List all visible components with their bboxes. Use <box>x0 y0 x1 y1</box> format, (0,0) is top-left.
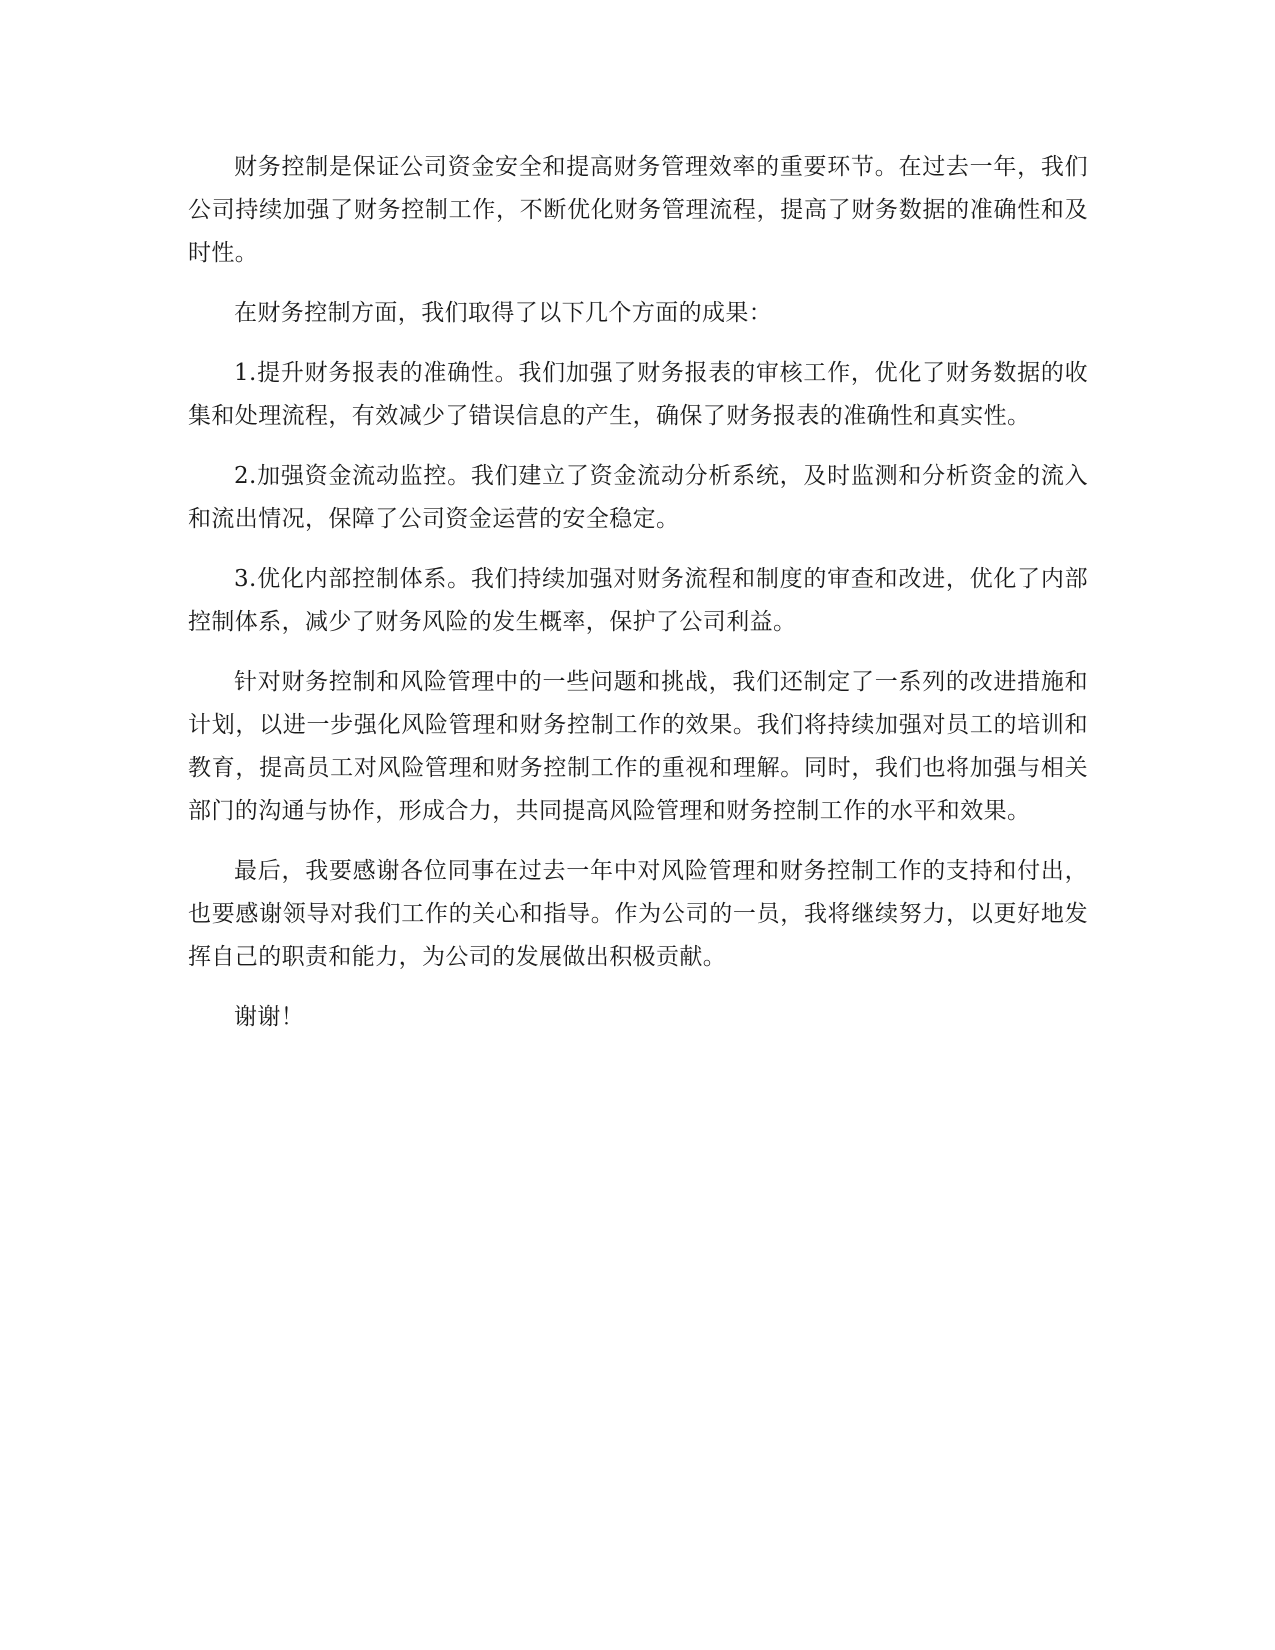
paragraph-achievements-lead: 在财务控制方面，我们取得了以下几个方面的成果： <box>234 300 773 326</box>
paragraph-item-2: 2.加强资金流动监控。我们建立了资金流动分析系统，及时监测和分析资金的流入和流出情况，保障了公司资金运营的安全稳定。 <box>188 463 1088 532</box>
document-body <box>188 146 1088 1056</box>
paragraph-thanks: 最后，我要感谢各位同事在过去一年中对风险管理和财务控制工作的支持和付出，也要感谢领导对我们工作的关心和指导。作为公司的一员，我将继续努力，以更好地发挥自己的职责和能力，为公司的发展做出积极贡献。 <box>188 858 1088 970</box>
paragraph-closing: 谢谢！ <box>234 1004 305 1030</box>
paragraph-item-3: 3.优化内部控制体系。我们持续加强对财务流程和制度的审查和改进，优化了内部控制体系，减少了财务风险的发生概率，保护了公司利益。 <box>188 566 1088 635</box>
paragraph-intro: 财务控制是保证公司资金安全和提高财务管理效率的重要环节。在过去一年，我们公司持续加强了财务控制工作，不断优化财务管理流程，提高了财务数据的准确性和及时性。 <box>188 154 1088 266</box>
paragraph-improvements: 针对财务控制和风险管理中的一些问题和挑战，我们还制定了一系列的改进措施和计划，以进一步强化风险管理和财务控制工作的效果。我们将持续加强对员工的培训和教育，提高员工对风险管理和财务控制工作的重视和理解。同时，我们也将加强与相关部门的沟通与协作，形成合力，共同提高风险管理和财务控制工作的水平和效果。 <box>188 669 1088 824</box>
paragraph-item-1: 1.提升财务报表的准确性。我们加强了财务报表的审核工作，优化了财务数据的收集和处理流程，有效减少了错误信息的产生，确保了财务报表的准确性和真实性。 <box>188 360 1088 429</box>
